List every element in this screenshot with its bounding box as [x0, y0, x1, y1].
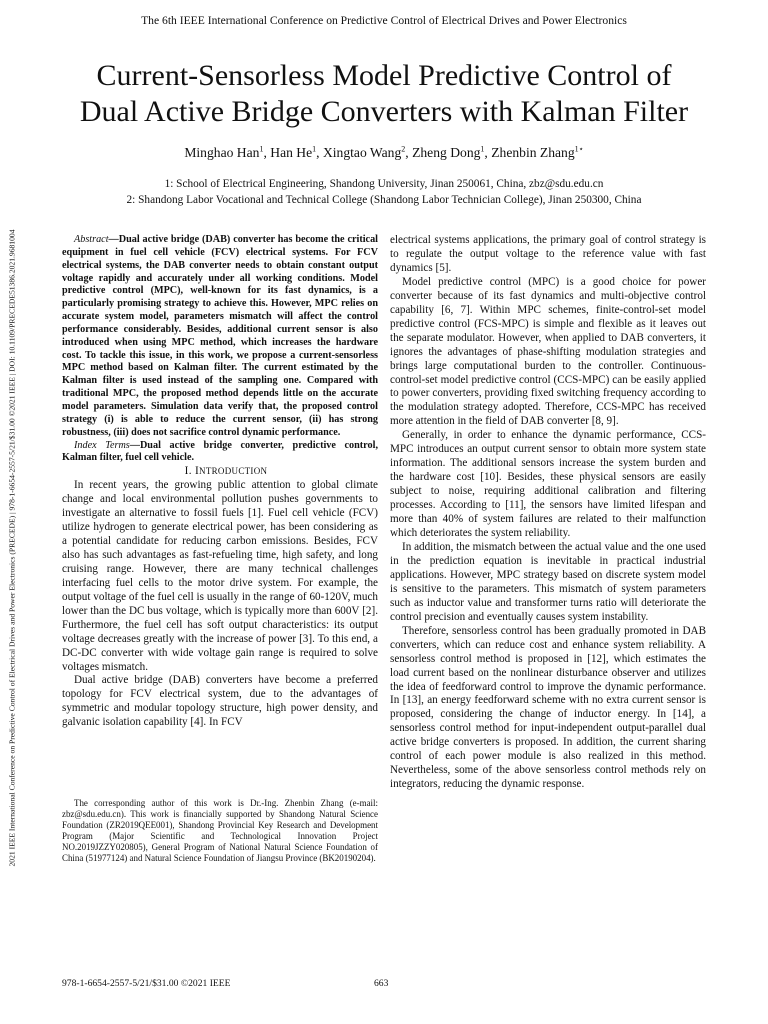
title-line-1: Current-Sensorless Model Predictive Control of [96, 59, 672, 92]
paragraph: Model predictive control (MPC) is a good choice for power converter because of its fast dynamics and multi-objective control capability [6, 7]. Within MPC schemes, finite-control-set model predictive control (FCS-MPC) is simple and flexible as it leaves out the separate modulator. However, when applied to DAB converters, it ignores the advantages of phase-shifting modulation strategies and brings large computational burden to the controller. Continuous-control-set model predictive control (CCS-MPC) can be easily applied to power converters, providing fixed switching frequency according to the modulation strategy adopted. Therefore, CCS-MPC has received more attention in the field of DAB converter [8, 9]. [390, 275, 706, 428]
left-column [62, 234, 378, 730]
title-line-2: Dual Active Bridge Converters with Kalman Filter [79, 95, 689, 128]
affiliation-2: 2: Shandong Labor Vocational and Technical College (Shandong Labor Technician College), Jinan 250300, China [126, 194, 642, 206]
author: Minghao Han$^1$, [184, 144, 271, 160]
paragraph: Therefore, sensorless control has been gradually promoted in DAB converters, which can reduce cost and enhance system reliability. A sensorless control method is proposed in [12], which estimates the load current based on the nonlinear disturbance observer and utilizes the idea of feedforward control to improve the dynamic performance. In [13], an energy feedforward scheme with no extra current sensor is proposed, considering the change of inductor energy. In [14], a sensorless control method for input-independent output-parallel dual active bridge converters is proposed. In addition, the current sharing control of each power module is also realized in this method. Nevertheless, some of the above sensorless control methods rely on integrators, reducing the dynamic response. [390, 624, 706, 791]
author-list [0, 144, 768, 161]
author: Xingtao Wang$^2$, [322, 144, 413, 160]
paragraph: electrical systems applications, the primary goal of control strategy is to regulate the output voltage to the reference value with fast dynamics [5]. [390, 234, 706, 274]
paragraph: Dual active bridge (DAB) converters have become a preferred topology for FCV electrical system, due to the advantages of symmetric and modular topology structure, high power density, and galvanic isolation capability [4]. In FCV [62, 674, 378, 729]
affiliation-1: 1: School of Electrical Engineering, Shandong University, Jinan 250061, China, zbz@sdu.edu.cn [164, 178, 604, 190]
index-terms: Index Terms—Dual active bridge converter, predictive control, Kalman filter, fuel cell vehicle. [62, 439, 378, 464]
paper-title [0, 58, 768, 130]
side-doi-text: 2021 IEEE International Conference on Predictive Control of Electrical Drives and Power Electronics (PRECEDE) | 978-1-6654-2557-5/21/$31.00 ©2021 IEEE | DOI: 10.1109/PRECEDE51386.2021.9681004 [7, 229, 17, 867]
abstract: Abstract—Dual active bridge (DAB) converter has become the critical equipment in fuel cell vehicle (FCV) electrical systems. For FCV electrical systems, the DAB converter needs to obtain constant output voltage rapidly and accurately under all working conditions. Model predictive control (MPC), well-known for its fast dynamics, is a particularly promising strategy to achieve this. However, MPC relies on accurate system model, parameters mismatch will affect the control performance considerably. Besides, additional current sensor is also introduced when using MPC method, which increases the hardware cost. To tackle this issue, in this work, we propose a current-sensorless MPC method based on Kalman filter. The current estimated by the Kalman filter is used instead of the sampling one. Compared with traditional MPC, the proposed method depends little on the accurate model parameters. Simulation data verify that, the proposed control strategy (i) is able to reduce the current sensor, (ii) has strong robustness, (iii) does not sacrifice control dynamic performance. [62, 234, 378, 438]
section-heading-introduction: I. INTRODUCTION [184, 465, 268, 478]
paragraph: In addition, the mismatch between the actual value and the one used in the prediction equation is inevitable in practical industrial applications. However, MPC strategy based on discrete system model is sensitive to the parameters. This mismatch of system parameters such as inductor value and transformer turns ratio will deteriorate the control precision and eventually causes system instability. [390, 540, 706, 623]
footnote: The corresponding author of this work is Dr.-Ing. Zhenbin Zhang (e-mail: zbz@sdu.edu.cn). This work is financially supported by Shandong Natural Science Foundation (ZR2019QEE001), Shandong Provincial Key Research and Development Program (Major Scientific and Technological Innovation Project NO.2019JZZY020805), General Program of National Natural Science Foundation of China (51977124) and Natural Science Foundation of Jiangsu Province (BK20190204). [62, 798, 378, 863]
author: Zhenbin Zhang$^{1⋆}$ [491, 144, 584, 160]
author: Han He$^1$, [270, 144, 323, 160]
author: Zheng Dong$^1$, [412, 144, 492, 160]
right-column [390, 234, 706, 792]
copyright-footer: 978-1-6654-2557-5/21/$31.00 ©2021 IEEE [62, 978, 231, 989]
paragraph: Generally, in order to enhance the dynamic performance, CCS-MPC introduces an output current sensor to obtain more system state information. The additional sensors increase the system burden and the hardware cost [10]. Besides, these physical sensors are easily subject to noise, requiring additional calibration and filtering processes. According to [11], the sensors have limited lifespan and more than 40% of system failures are related to their malfunction which deteriorates the system reliability. [390, 429, 706, 540]
page-number: 663 [374, 978, 389, 989]
paragraph: In recent years, the growing public attention to global climate change and local environmental pollution pushes governments to investigate an alternative to fossil fuels [1]. Fuel cell vehicle (FCV) utilize hydrogen to generate electrical power, has been considering as a potential candidate for reducing carbon emissions. Besides, FCV also has such advantages as fast-refueling time, high safety, and long cruising range. However, there are many technical challenges interfacing fuel cells to the motor drive system. For example, the output voltage of the fuel cell is usually in the range of 60-120V, much lower than the DC bus voltage, which is typically more than 600V [2]. Furthermore, the fuel cell has soft output characteristics: its output voltage decreases greatly with the increase of power [3]. To this end, a DC-DC converter with wide voltage gain range is required to solve voltages mismatch. [62, 479, 378, 673]
conference-header: The 6th IEEE International Conference on Predictive Control of Electrical Drives and Power Electronics [141, 14, 627, 27]
